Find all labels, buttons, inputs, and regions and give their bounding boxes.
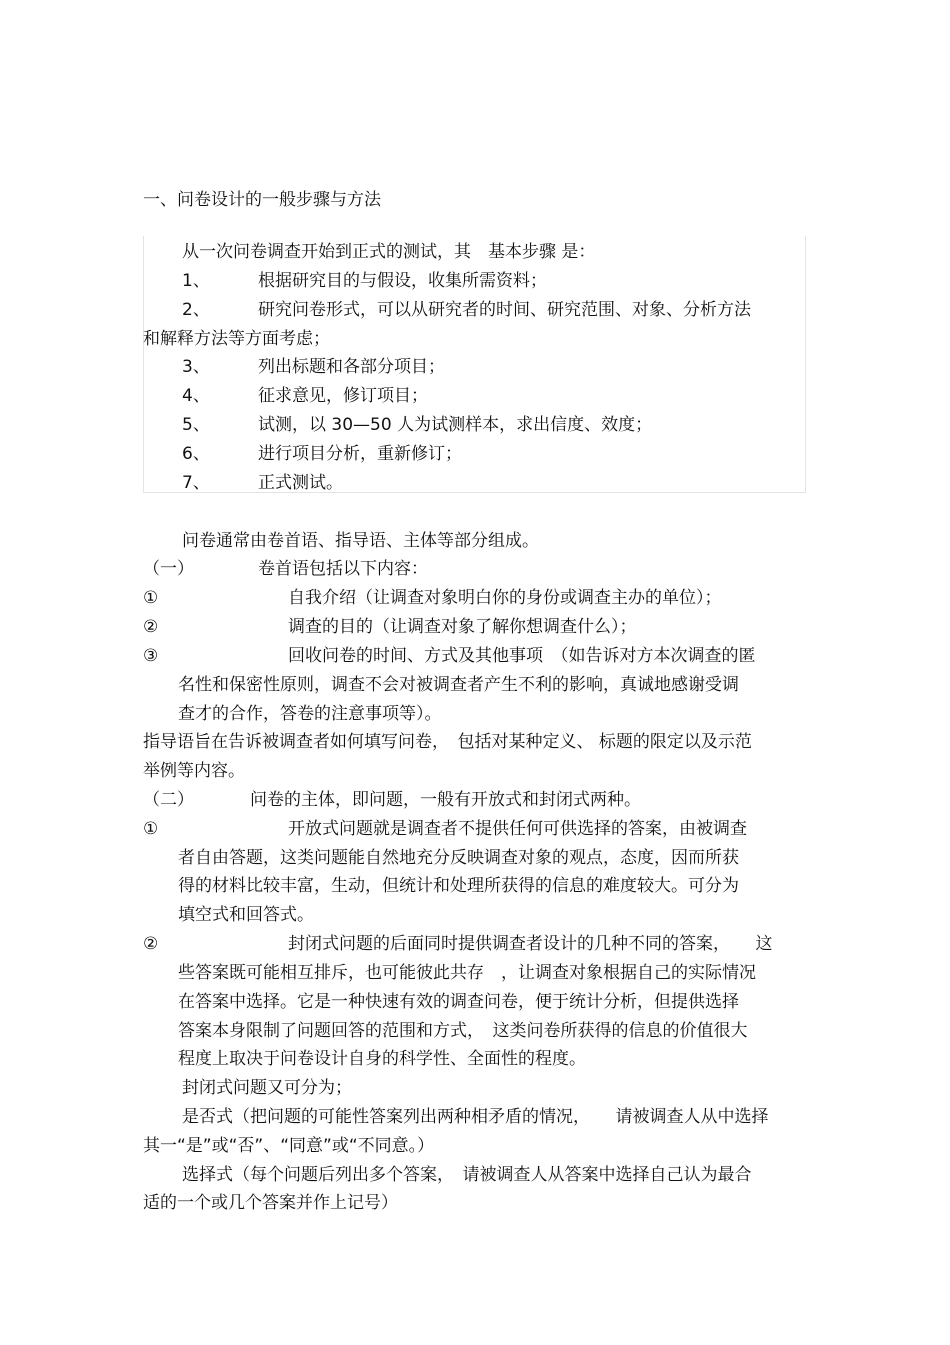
part2-item-2-line-5: 程度上取决于问卷设计自身的科学性、全面性的程度。 bbox=[178, 1049, 586, 1069]
part1-item-2-num: ② bbox=[143, 617, 159, 637]
part2-item-1-line-3: 得的材料比较丰富，生动，但统计和处理所获得的信息的难度较大。可分为 bbox=[178, 876, 739, 896]
step-2-cont: 和解释方法等方面考虑； bbox=[143, 329, 330, 349]
part1-item-3-line-1: 回收问卷的时间、方式及其他事项 （如告诉对方本次调查的匿 bbox=[288, 646, 756, 666]
section-heading: 一、问卷设计的一般步骤与方法 bbox=[143, 190, 381, 210]
part2-item-2-line-1: 封闭式问题的后面同时提供调查者设计的几种不同的答案， 这 bbox=[288, 934, 773, 954]
part1-num: （一） bbox=[143, 559, 194, 579]
step-2-num: 2、 bbox=[182, 300, 210, 320]
part2-item-1-line-1: 开放式问题就是调查者不提供任何可供选择的答案，由被调查 bbox=[288, 819, 747, 839]
guide-line-1: 指导语旨在告诉被调查者如何填写问卷， 包括对某种定义、 标题的限定以及示范 bbox=[143, 732, 752, 752]
step-3-text: 列出标题和各部分项目； bbox=[258, 357, 445, 377]
choice-line-2: 适的一个或几个答案并作上记号） bbox=[143, 1193, 398, 1213]
part1-item-1-text: 自我介绍（让调查对象明白你的身份或调查主办的单位）； bbox=[288, 588, 722, 608]
step-5-text: 试测，以 30—50 人为试测样本，求出信度、效度； bbox=[258, 415, 653, 435]
composition-text: 问卷通常由卷首语、指导语、主体等部分组成。 bbox=[182, 531, 539, 551]
part1-item-1-num: ① bbox=[143, 588, 159, 608]
step-5-num: 5、 bbox=[182, 415, 210, 435]
part2-title: 问卷的主体，即问题，一般有开放式和封闭式两种。 bbox=[250, 790, 641, 810]
step-4-num: 4、 bbox=[182, 386, 210, 406]
part1-item-3-num: ③ bbox=[143, 646, 159, 666]
part2-item-2-line-2: 些答案既可能相互排斥，也可能彼此共存 ，让调查对象根据自己的实际情况 bbox=[178, 963, 756, 983]
guide-line-2: 举例等内容。 bbox=[143, 761, 245, 781]
part2-item-1-line-2: 者自由答题，这类问题能自然地充分反映调查对象的观点，态度，因而所获 bbox=[178, 848, 739, 868]
part1-item-3-line-2: 名性和保密性原则，调查不会对被调查者产生不利的影响，真诚地感谢受调 bbox=[178, 675, 739, 695]
choice-line-1: 选择式（每个问题后列出多个答案， 请被调查人从答案中选择自己认为最合 bbox=[182, 1165, 752, 1185]
part2-item-2-num: ② bbox=[143, 934, 159, 954]
part2-num: （二） bbox=[143, 790, 194, 810]
part1-item-2-text: 调查的目的（让调查对象了解你想调查什么）； bbox=[288, 617, 637, 637]
steps-intro: 从一次问卷调查开始到正式的测试，其 基本步骤 是： bbox=[182, 242, 596, 262]
yesno-line-2: 其一“是”或“否”、“同意”或“不同意。） bbox=[143, 1136, 435, 1156]
step-6-text: 进行项目分析，重新修订； bbox=[258, 444, 462, 464]
closed-types-title: 封闭式问题又可分为； bbox=[182, 1078, 352, 1098]
part1-item-3-line-3: 查才的合作，答卷的注意事项等）。 bbox=[178, 704, 442, 724]
part2-item-1-num: ① bbox=[143, 819, 159, 839]
step-7-num: 7、 bbox=[182, 473, 210, 493]
step-4-text: 征求意见，修订项目； bbox=[258, 386, 428, 406]
step-6-num: 6、 bbox=[182, 444, 210, 464]
step-1-num: 1、 bbox=[182, 271, 210, 291]
yesno-line-1: 是否式（把问题的可能性答案列出两种相矛盾的情况， 请被调查人从中选择 bbox=[182, 1107, 769, 1127]
part2-item-2-line-4: 答案本身限制了问题回答的范围和方式， 这类问卷所获得的信息的价值很大 bbox=[178, 1021, 748, 1041]
part1-title: 卷首语包括以下内容： bbox=[258, 559, 428, 579]
part2-item-2-line-3: 在答案中选择。它是一种快速有效的调查问卷，便于统计分析，但提供选择 bbox=[178, 992, 739, 1012]
part2-item-1-line-4: 填空式和回答式。 bbox=[178, 905, 314, 925]
step-3-num: 3、 bbox=[182, 357, 210, 377]
step-2-text: 研究问卷形式，可以从研究者的时间、研究范围、对象、分析方法 bbox=[258, 300, 751, 320]
step-1-text: 根据研究目的与假设，收集所需资料； bbox=[258, 271, 547, 291]
step-7-text: 正式测试。 bbox=[258, 473, 343, 493]
